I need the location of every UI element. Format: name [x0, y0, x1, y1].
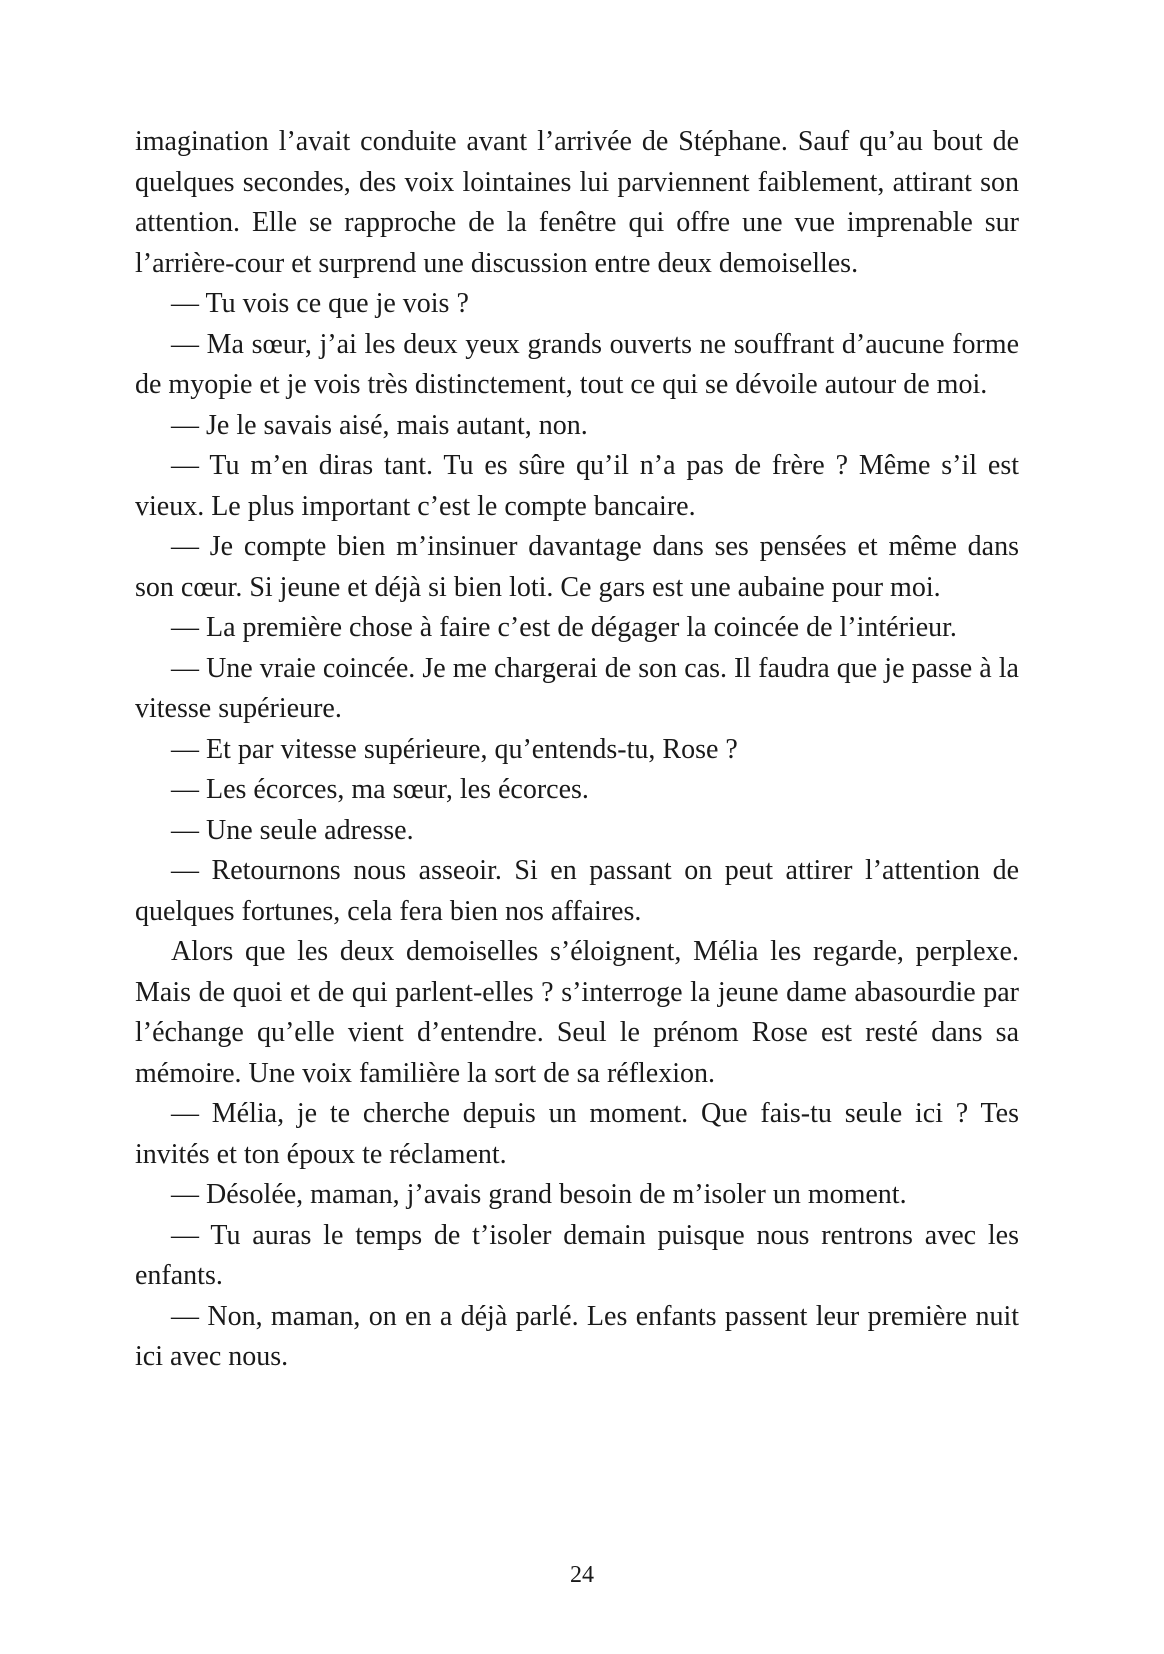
paragraph: — Les écorces, ma sœur, les écorces. — [171, 774, 589, 805]
paragraph: Alors que les deux demoiselles s’éloignent, Mélia les regarde, perplexe. Mais de quoi et de qui parlent-elles ? s’interroge la jeune dame abasourdie par l’échange qu’elle vient d’entendre. Seul le prénom Rose est resté dans sa mémoire. Une voix familière la sort de sa réflexion. — [135, 936, 1019, 1089]
page-number: 24 — [570, 1562, 594, 1588]
paragraph: — Une seule adresse. — [171, 814, 414, 846]
paragraph: — Non, maman, on en a déjà parlé. Les enfants passent leur première nuit ici avec nous. — [135, 1300, 1019, 1372]
paragraph: — Tu m’en diras tant. Tu es sûre qu’il n’a pas de frère ? Même s’il est vieux. Le plus important c’est le compte bancaire. — [135, 450, 1019, 522]
paragraph: imagination l’avait conduite avant l’arrivée de Stéphane. Sauf qu’au bout de quelques secondes, des voix lointaines lui parviennent faiblement, attirant son attention. Elle se rapproche de la fenêtre qui offre une vue imprenable sur l’arrière-cour et surprend une discussion entre deux demoiselles. — [135, 126, 1019, 279]
paragraph: — Mélia, je te cherche depuis un moment. Que fais-tu seule ici ? Tes invités et ton époux te réclament. — [135, 1098, 1019, 1170]
paragraph: — Désolée, maman, j’avais grand besoin de m’isoler un moment. — [171, 1179, 907, 1210]
page-body — [135, 122, 1019, 1378]
paragraph: — Tu auras le temps de t’isoler demain puisque nous rentrons avec les enfants. — [135, 1219, 1019, 1291]
paragraph: — Ma sœur, j’ai les deux yeux grands ouverts ne souffrant d’aucune forme de myopie et je vois très distinctement, tout ce qui se dévoile autour de moi. — [135, 328, 1019, 400]
paragraph: — Et par vitesse supérieure, qu’entends-tu, Rose ? — [171, 733, 738, 765]
paragraph: — Je le savais aisé, mais autant, non. — [171, 409, 588, 441]
paragraph: — La première chose à faire c’est de dégager la coincée de l’intérieur. — [171, 612, 957, 643]
paragraph: — Tu vois ce que je vois ? — [171, 288, 469, 319]
paragraph: — Je compte bien m’insinuer davantage dans ses pensées et même dans son cœur. Si jeune et déjà si bien loti. Ce gars est une aubaine pour moi. — [135, 531, 1019, 603]
paragraph: — Une vraie coincée. Je me chargerai de son cas. Il faudra que je passe à la vitesse supérieure. — [135, 652, 1019, 724]
paragraph: — Retournons nous asseoir. Si en passant on peut attirer l’attention de quelques fortunes, cela fera bien nos affaires. — [135, 855, 1019, 927]
